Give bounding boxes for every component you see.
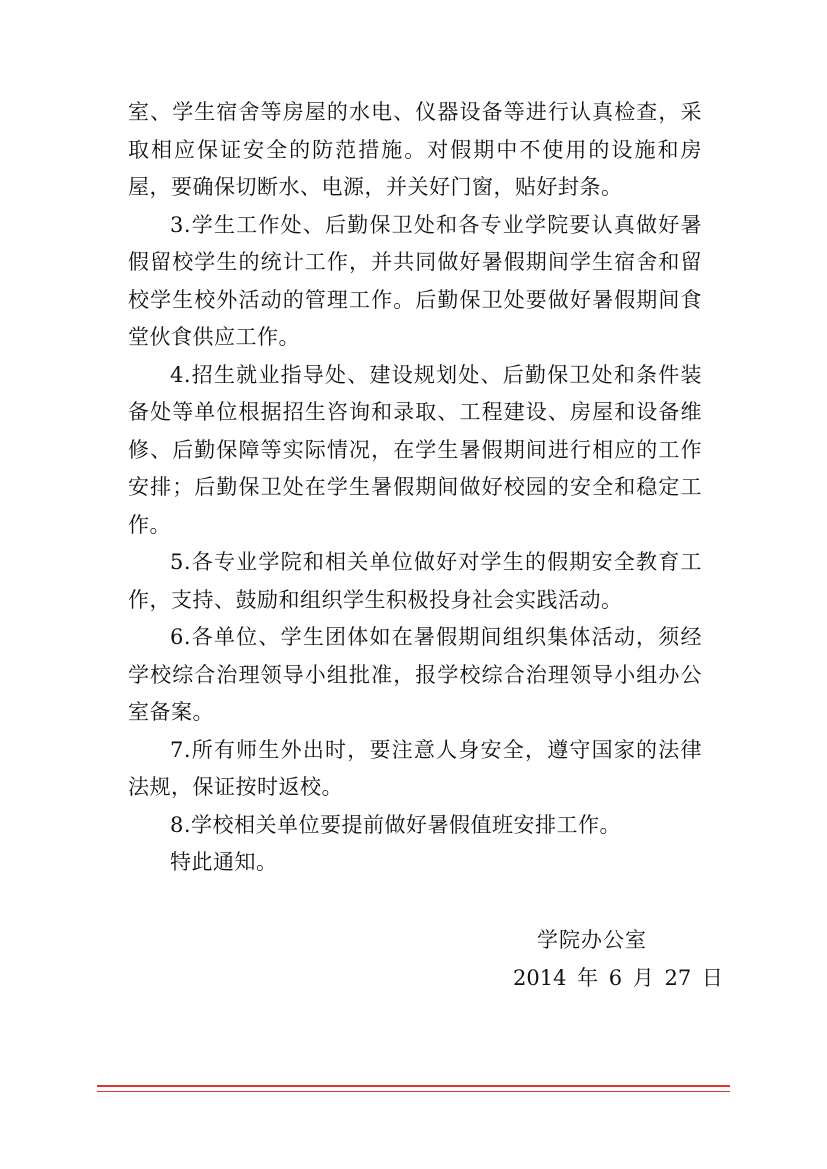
footer-rule-thick: [97, 1085, 730, 1087]
paragraph-item-6: 6.各单位、学生团体如在暑假期间组织集体活动，须经学校综合治理领导小组批准，报学校综合治理领导小组办公室备案。: [128, 625, 702, 724]
paragraph-item-3: 3.学生工作处、后勤保卫处和各专业学院要认真做好暑假留校学生的统计工作，并共同做好暑假期间学生宿舍和留校学生校外活动的管理工作。后勤保卫处要做好暑假期间食堂伙食供应工作。: [128, 212, 702, 349]
footer-rule-thin: [97, 1091, 730, 1092]
paragraph-item-8: 8.学校相关单位要提前做好暑假值班安排工作。: [170, 812, 622, 837]
paragraph-continuation: 室、学生宿舍等房屋的水电、仪器设备等进行认真检查，采取相应保证安全的防范措施。对假期中不使用的设施和房屋，要确保切断水、电源，并关好门窗，贴好封条。: [128, 100, 702, 199]
closing-line: 特此通知。: [170, 850, 278, 874]
paragraph-item-5: 5.各专业学院和相关单位做好对学生的假期安全教育工作，支持、鼓励和组织学生积极投身社会实践活动。: [128, 550, 702, 612]
signature-org: 学院办公室: [537, 928, 647, 952]
signature-date: 2014 年 6 月 27 日: [513, 966, 723, 990]
paragraph-item-4: 4.招生就业指导处、建设规划处、后勤保卫处和条件装备处等单位根据招生咨询和录取、工程建设、房屋和设备维修、后勤保障等实际情况，在学生暑假期间进行相应的工作安排；后勤保卫处在学生暑假期间做好校园的安全和稳定工作。: [128, 362, 702, 537]
paragraph-item-7: 7.所有师生外出时，要注意人身安全，遵守国家的法律法规，保证按时返校。: [128, 737, 702, 799]
document-body: [128, 94, 702, 882]
